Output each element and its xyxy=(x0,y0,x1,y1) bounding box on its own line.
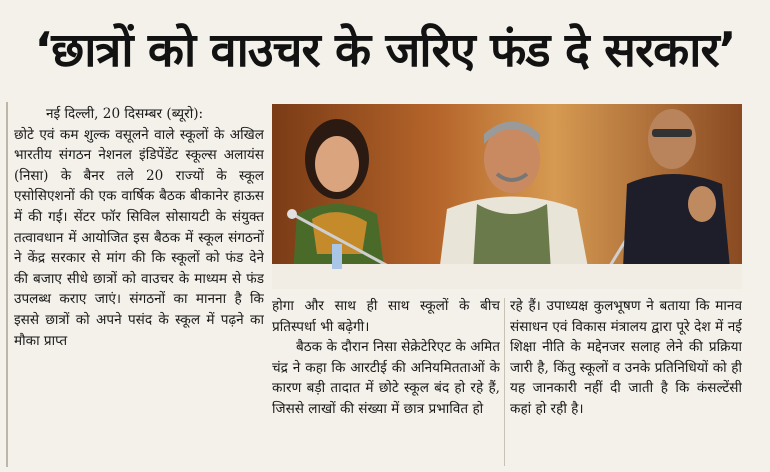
photo-illustration xyxy=(272,104,742,289)
article-text-col1: छोटे एवं कम शुल्क वसूलने वाले स्कूलों के अखिल भारतीय संगठन नेशनल इंडिपेंडेंट स्कूल्स अलायंस (निसा) के बैनर तले 20 राज्यों के स्कूल एसोसिएशनों की एक वार्षिक बैठक बीकानेर हाऊस में की गई। सेंटर फॉर सिविल सोसायटी के संयुक्त तत्वावधान में आयोजित इस बैठक में स्कूल संगठनों ने केंद्र सरकार से मांग की कि स्कूलों को फंड देने की बजाए सीधे छात्रों को वाउचर के माध्यम से फंड उपलब्ध कराए जाएं। संगठनों का मानना है कि इससे छात्रों को अपने पसंद के स्कूल में पढ़ने का मौका प्राप्त xyxy=(14,126,264,349)
article-column-3 xyxy=(510,296,742,468)
article-column-1 xyxy=(14,104,264,468)
news-photo xyxy=(272,104,742,289)
article-text-col3: रहे हैं। उपाध्यक्ष कुलभूषण ने बताया कि मानव संसाधन एवं विकास मंत्रालय द्वारा पूरे देश में नई शिक्षा नीति के मद्देनजर सलाह लेने की प्रक्रिया जारी है, किंतु स्कूलों व उनके प्रतिनिधियों को ही यह जानकारी नहीं दी जाती है कि कंसल्टेंसी कहां हो रही है। xyxy=(510,298,742,417)
article-column-2 xyxy=(272,296,500,468)
column-rule-mid xyxy=(504,298,505,466)
article-text-col2-para2: बैठक के दौरान निसा सेक्रेटेरिएट के अमित चंद्र ने कहा कि आरटीई की अनियमितताओं के कारण बड़ी तादात में छोटे स्कूल बंद हो रहे हैं, जिससे लाखों की संख्या में छात्र प्रभावित हो xyxy=(272,339,500,417)
headline: ‘छात्रों को वाउचर के जरिए फंड दे सरकार’ xyxy=(34,23,736,78)
article-text-col2-para1: होगा और साथ ही साथ स्कूलों के बीच प्रतिस्पर्धा भी बढ़ेगी। xyxy=(272,298,500,335)
column-rule xyxy=(6,102,8,467)
dateline: नई दिल्ली, 20 दिसम्बर (ब्यूरो): xyxy=(46,106,204,122)
